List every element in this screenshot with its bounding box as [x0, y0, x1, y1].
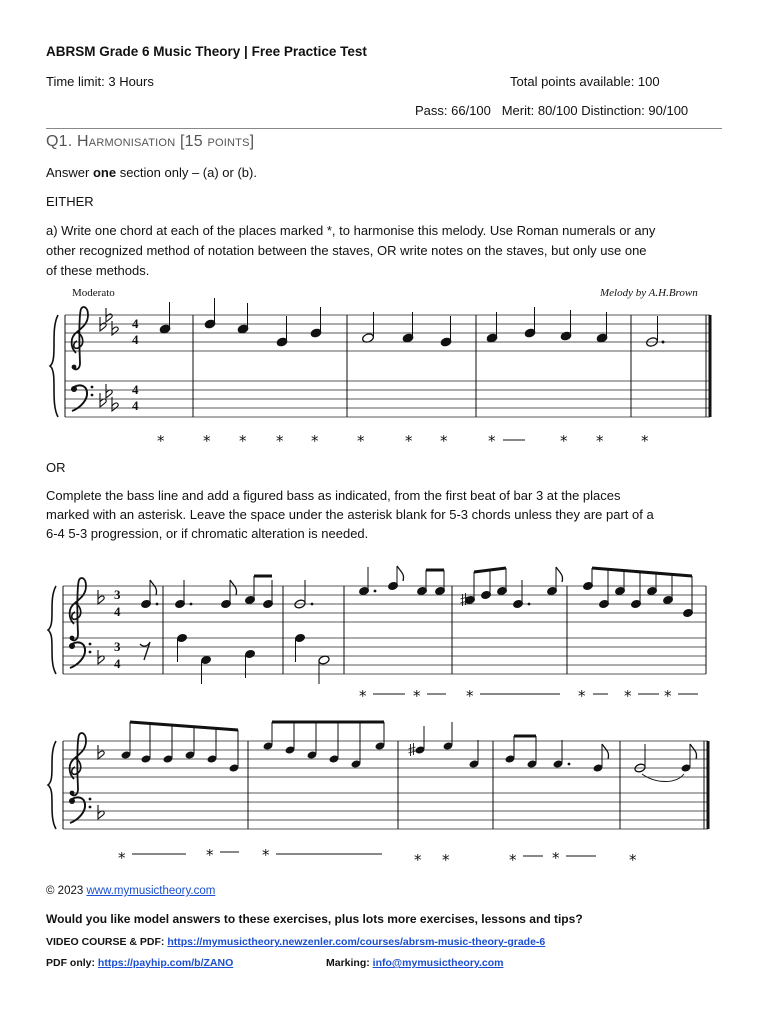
svg-text:4: 4 — [132, 398, 139, 413]
svg-text:*: * — [413, 687, 421, 705]
either-label: EITHER — [46, 194, 94, 209]
svg-text:*: * — [311, 432, 319, 450]
question-title: Harmonisation — [77, 133, 176, 150]
svg-text:*: * — [157, 432, 165, 450]
grade-thresholds: Pass: 66/100 Merit: 80/100 Distinction: 90/100 — [415, 103, 689, 118]
pdf-link[interactable]: https://payhip.com/b/ZANO — [97, 957, 234, 969]
svg-text:3: 3 — [114, 639, 121, 654]
instruction-post: section only – (a) or (b). — [116, 165, 257, 180]
svg-text:*: * — [262, 846, 270, 864]
score-b-system-2 — [48, 722, 708, 869]
svg-text:*: * — [440, 432, 448, 450]
svg-text:*: * — [276, 432, 284, 450]
svg-text:*: * — [596, 432, 604, 450]
marking-email-link[interactable]: info@mymusictheory.com — [372, 957, 504, 969]
svg-text:*: * — [206, 846, 214, 864]
video-course-line — [46, 936, 545, 948]
svg-text:4: 4 — [132, 382, 139, 397]
svg-text:*: * — [239, 432, 247, 450]
score-b-system-1 — [48, 566, 706, 705]
svg-text:*: * — [509, 851, 517, 869]
score-a-system — [50, 298, 710, 450]
question-points: [15 points] — [180, 133, 255, 150]
svg-text:*: * — [357, 432, 365, 450]
svg-text:*: * — [488, 432, 496, 450]
svg-text:*: * — [442, 851, 450, 869]
svg-text:*: * — [641, 432, 649, 450]
svg-text:*: * — [560, 432, 568, 450]
video-course-link[interactable]: https://mymusictheory.newzenler.com/courses/abrsm-music-theory-grade-6 — [167, 936, 546, 948]
tempo-marking: Moderato — [72, 287, 115, 299]
document-title: ABRSM Grade 6 Music Theory | Free Practice Test — [46, 44, 367, 59]
marking-label: Marking: — [326, 957, 373, 969]
svg-text:*: * — [552, 849, 560, 867]
svg-text:*: * — [664, 687, 672, 705]
promo-text: Would you like model answers to these exercises, plus lots more exercises, lessons and tips? — [46, 912, 583, 926]
part-b-line1: Complete the bass line and add a figured bass as indicated, from the first beat of bar 3 at the places — [46, 488, 621, 503]
svg-text:*: * — [359, 687, 367, 705]
svg-text:*: * — [414, 851, 422, 869]
svg-text:*: * — [578, 687, 586, 705]
site-link[interactable]: www.mymusictheory.com — [86, 885, 216, 897]
copyright-line — [46, 885, 215, 897]
copyright-text: © 2023 — [46, 885, 87, 897]
video-course-label: VIDEO COURSE & PDF: — [46, 936, 168, 948]
question-number: Q1. — [46, 133, 73, 150]
part-a-line3: of these methods. — [46, 263, 150, 278]
instruction-pre: Answer — [46, 165, 93, 180]
part-b-line2: marked with an asterisk. Leave the space under the asterisk blank for 5-3 chords unless they are part of a — [46, 507, 654, 522]
svg-text:3: 3 — [114, 587, 121, 602]
pdf-label: PDF only: — [46, 957, 98, 969]
svg-text:*: * — [624, 687, 632, 705]
svg-text:4: 4 — [114, 604, 121, 619]
svg-text:4: 4 — [132, 316, 139, 331]
pdf-line — [46, 957, 233, 969]
svg-text:*: * — [118, 849, 126, 867]
part-a-line1: a) Write one chord at each of the places marked *, to harmonise this melody. Use Roman numerals or any — [46, 223, 656, 238]
composer-credit: Melody by A.H.Brown — [600, 287, 698, 299]
svg-text:*: * — [203, 432, 211, 450]
svg-text:4: 4 — [114, 656, 121, 671]
svg-text:*: * — [629, 851, 637, 869]
or-label: OR — [46, 460, 66, 475]
time-limit: Time limit: 3 Hours — [46, 74, 154, 89]
instruction-bold: one — [92, 165, 117, 180]
svg-text:4: 4 — [132, 332, 139, 347]
svg-text:*: * — [405, 432, 413, 450]
part-b-line3: 6-4 5-3 progression, or if chromatic alteration is needed. — [46, 526, 369, 541]
marking-line — [326, 957, 504, 969]
total-points: Total points available: 100 — [510, 74, 660, 89]
part-a-line2: other recognized method of notation between the staves, OR write notes on the staves, but only use one — [46, 243, 647, 258]
svg-text:*: * — [466, 687, 474, 705]
